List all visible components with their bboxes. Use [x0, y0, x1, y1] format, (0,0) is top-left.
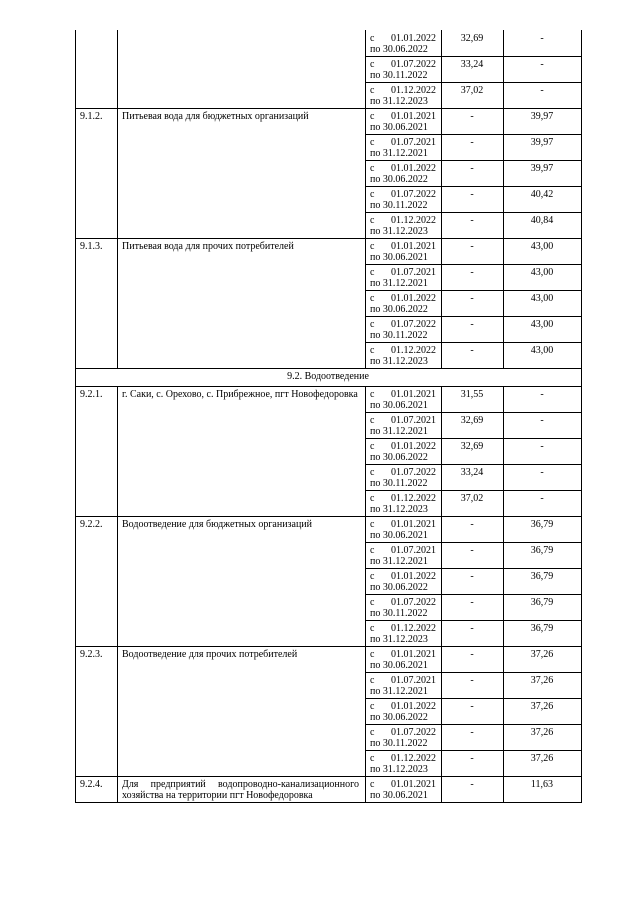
table-rule	[75, 368, 582, 369]
period-cell	[370, 597, 436, 619]
table-rule	[117, 776, 118, 802]
period-from: с 01.01.2021	[370, 111, 436, 122]
period-to: по 31.12.2023	[370, 96, 428, 107]
value-col-1: -	[470, 137, 474, 148]
table-rule	[365, 516, 366, 646]
period-to: по 30.06.2021	[370, 122, 428, 133]
period-from: с 01.01.2021	[370, 389, 436, 400]
table-rule	[365, 412, 582, 413]
period-from: с 01.12.2022	[370, 345, 436, 356]
period-from: с 01.07.2022	[370, 597, 436, 608]
period-to: по 31.12.2023	[370, 226, 428, 237]
table-rule	[581, 108, 582, 238]
period-from: с 01.01.2021	[370, 779, 436, 790]
value-col-2: 43,00	[530, 319, 554, 330]
period-from: с 01.07.2022	[370, 319, 436, 330]
period-from: с 01.07.2021	[370, 545, 436, 556]
period-from: с 01.07.2022	[370, 189, 436, 200]
item-number: 9.2.1.	[80, 389, 103, 400]
table-rule	[365, 672, 582, 673]
value-col-1: -	[470, 267, 474, 278]
table-rule	[75, 30, 76, 108]
period-cell	[370, 623, 436, 645]
value-col-1: -	[470, 241, 474, 252]
value-col-2: -	[540, 59, 544, 70]
period-from: с 01.01.2021	[370, 519, 436, 530]
period-to: по 31.12.2021	[370, 556, 428, 567]
item-description: Водоотведение для прочих потребителей	[122, 649, 298, 660]
value-col-1: 37,02	[460, 493, 484, 504]
table-rule	[75, 386, 76, 516]
period-to: по 30.11.2022	[370, 70, 428, 81]
period-cell	[370, 701, 436, 723]
period-cell	[370, 241, 436, 263]
period-cell	[370, 545, 436, 567]
table-rule	[365, 264, 582, 265]
table-rule	[581, 646, 582, 776]
period-cell	[370, 137, 436, 159]
period-to: по 30.06.2021	[370, 660, 428, 671]
table-rule	[581, 238, 582, 368]
period-cell	[370, 293, 436, 315]
table-rule	[365, 750, 582, 751]
value-col-1: -	[470, 727, 474, 738]
period-to: по 31.12.2021	[370, 426, 428, 437]
table-rule	[117, 516, 118, 646]
value-col-2: 37,26	[530, 753, 554, 764]
value-col-1: -	[470, 319, 474, 330]
value-col-1: -	[470, 675, 474, 686]
value-col-1: 32,69	[460, 441, 484, 452]
value-col-2: -	[540, 415, 544, 426]
period-to: по 30.11.2022	[370, 738, 428, 749]
period-from: с 01.01.2022	[370, 571, 436, 582]
period-cell	[370, 519, 436, 541]
table-rule	[75, 108, 76, 238]
table-rule	[75, 238, 76, 368]
value-col-1: 33,24	[460, 467, 484, 478]
value-col-1: 32,69	[460, 33, 484, 44]
period-to: по 30.06.2021	[370, 252, 428, 263]
value-col-2: 43,00	[530, 293, 554, 304]
period-to: по 31.12.2021	[370, 686, 428, 697]
table-rule	[75, 776, 582, 777]
table-rule	[117, 108, 118, 238]
value-col-2: 37,26	[530, 701, 554, 712]
table-rule	[365, 620, 582, 621]
period-from: с 01.01.2022	[370, 441, 436, 452]
period-to: по 30.06.2021	[370, 790, 428, 801]
period-cell	[370, 111, 436, 133]
value-col-2: 36,79	[530, 597, 554, 608]
table-rule	[365, 82, 582, 83]
period-to: по 30.06.2022	[370, 304, 428, 315]
period-from: с 01.12.2022	[370, 623, 436, 634]
table-rule	[365, 594, 582, 595]
table-rule	[75, 516, 582, 517]
value-col-2: 40,42	[530, 189, 554, 200]
table-rule	[365, 56, 582, 57]
value-col-1: -	[470, 111, 474, 122]
period-to: по 31.12.2023	[370, 764, 428, 775]
period-from: с 01.01.2022	[370, 701, 436, 712]
table-rule	[365, 698, 582, 699]
period-from: с 01.07.2021	[370, 267, 436, 278]
table-rule	[365, 464, 582, 465]
period-cell	[370, 415, 436, 437]
period-to: по 30.11.2022	[370, 608, 428, 619]
period-to: по 30.06.2022	[370, 174, 428, 185]
table-rule	[581, 30, 582, 108]
period-from: с 01.07.2022	[370, 59, 436, 70]
table-rule	[581, 386, 582, 516]
value-col-1: -	[470, 293, 474, 304]
value-col-2: -	[540, 493, 544, 504]
value-col-2: 37,26	[530, 649, 554, 660]
value-col-1: -	[470, 519, 474, 530]
value-col-1: -	[470, 779, 474, 790]
item-number: 9.2.4.	[80, 779, 103, 790]
value-col-2: 40,84	[530, 215, 554, 226]
table-rule	[365, 316, 582, 317]
value-col-2: 37,26	[530, 727, 554, 738]
item-description: Питьевая вода для прочих потребителей	[122, 241, 294, 252]
period-cell	[370, 33, 436, 55]
period-cell	[370, 571, 436, 593]
value-col-2: -	[540, 33, 544, 44]
value-col-2: 39,97	[530, 137, 554, 148]
table-rule	[365, 108, 366, 238]
table-rule	[117, 386, 118, 516]
period-cell	[370, 319, 436, 341]
table-rule	[365, 724, 582, 725]
value-col-2: 39,97	[530, 163, 554, 174]
table-rule	[365, 212, 582, 213]
value-col-1: -	[470, 753, 474, 764]
period-from: с 01.01.2022	[370, 163, 436, 174]
value-col-2: 39,97	[530, 111, 554, 122]
value-col-2: 43,00	[530, 345, 554, 356]
table-rule	[365, 290, 582, 291]
period-to: по 30.06.2021	[370, 400, 428, 411]
period-from: с 01.07.2021	[370, 137, 436, 148]
period-cell	[370, 85, 436, 107]
table-rule	[581, 368, 582, 386]
item-description: г. Саки, с. Орехово, с. Прибрежное, пгт Новофедоровка	[122, 389, 358, 400]
period-to: по 30.06.2021	[370, 530, 428, 541]
item-description: Для предприятий водопроводно-канализационного хозяйства на территории пгт Новофедоровка	[122, 779, 359, 801]
period-cell	[370, 493, 436, 515]
table-rule	[365, 568, 582, 569]
table-rule	[365, 30, 366, 108]
period-to: по 30.11.2022	[370, 200, 428, 211]
period-cell	[370, 649, 436, 671]
period-cell	[370, 727, 436, 749]
value-col-1: 32,69	[460, 415, 484, 426]
value-col-2: 11,63	[530, 779, 554, 790]
period-cell	[370, 59, 436, 81]
period-from: с 01.12.2022	[370, 215, 436, 226]
period-from: с 01.07.2021	[370, 675, 436, 686]
table-rule	[581, 776, 582, 802]
item-number: 9.1.2.	[80, 111, 103, 122]
period-cell	[370, 675, 436, 697]
table-rule	[365, 438, 582, 439]
table-rule	[365, 386, 366, 516]
value-col-2: -	[540, 85, 544, 96]
period-to: по 31.12.2023	[370, 634, 428, 645]
period-to: по 30.06.2022	[370, 44, 428, 55]
value-col-1: -	[470, 571, 474, 582]
period-cell	[370, 467, 436, 489]
table-rule	[75, 776, 76, 802]
value-col-2: 36,79	[530, 623, 554, 634]
table-rule	[117, 238, 118, 368]
table-rule	[365, 490, 582, 491]
table-rule	[365, 342, 582, 343]
item-description: Водоотведение для бюджетных организаций	[122, 519, 313, 530]
section-heading: 9.2. Водоотведение	[287, 371, 369, 382]
period-from: с 01.01.2022	[370, 33, 436, 44]
period-cell	[370, 389, 436, 411]
table-rule	[365, 238, 366, 368]
period-from: с 01.12.2022	[370, 493, 436, 504]
period-cell	[370, 345, 436, 367]
item-number: 9.1.3.	[80, 241, 103, 252]
value-col-1: -	[470, 163, 474, 174]
period-to: по 31.12.2021	[370, 278, 428, 289]
table-rule	[75, 646, 76, 776]
period-cell	[370, 163, 436, 185]
period-from: с 01.12.2022	[370, 753, 436, 764]
table-rule	[581, 516, 582, 646]
table-rule	[365, 776, 366, 802]
period-to: по 31.12.2021	[370, 148, 428, 159]
period-from: с 01.01.2021	[370, 241, 436, 252]
value-col-1: 31,55	[460, 389, 484, 400]
value-col-2: 43,00	[530, 241, 554, 252]
period-from: с 01.01.2021	[370, 649, 436, 660]
value-col-1: -	[470, 701, 474, 712]
period-to: по 30.06.2022	[370, 712, 428, 723]
item-number: 9.2.3.	[80, 649, 103, 660]
value-col-2: 43,00	[530, 267, 554, 278]
value-col-1: -	[470, 649, 474, 660]
table-rule	[117, 30, 118, 108]
item-description: Питьевая вода для бюджетных организаций	[122, 111, 309, 122]
value-col-2: -	[540, 467, 544, 478]
table-rule	[365, 646, 366, 776]
period-to: по 30.06.2022	[370, 582, 428, 593]
period-to: по 30.11.2022	[370, 478, 428, 489]
value-col-2: 36,79	[530, 571, 554, 582]
value-col-1: -	[470, 597, 474, 608]
value-col-1: 37,02	[460, 85, 484, 96]
period-cell	[370, 441, 436, 463]
period-cell	[370, 215, 436, 237]
table-rule	[75, 108, 582, 109]
value-col-1: -	[470, 623, 474, 634]
value-col-2: -	[540, 389, 544, 400]
value-col-1: -	[470, 215, 474, 226]
value-col-2: 36,79	[530, 545, 554, 556]
period-to: по 31.12.2023	[370, 504, 428, 515]
item-number: 9.2.2.	[80, 519, 103, 530]
table-rule	[365, 542, 582, 543]
period-cell	[370, 189, 436, 211]
table-rule	[365, 134, 582, 135]
value-col-1: -	[470, 345, 474, 356]
period-from: с 01.07.2022	[370, 727, 436, 738]
value-col-1: -	[470, 189, 474, 200]
period-cell	[370, 753, 436, 775]
value-col-2: -	[540, 441, 544, 452]
period-from: с 01.07.2021	[370, 415, 436, 426]
value-col-2: 36,79	[530, 519, 554, 530]
table-rule	[75, 802, 582, 803]
period-to: по 30.11.2022	[370, 330, 428, 341]
table-rule	[75, 238, 582, 239]
table-rule	[75, 516, 76, 646]
period-to: по 31.12.2023	[370, 356, 428, 367]
value-col-1: 33,24	[460, 59, 484, 70]
period-from: с 01.07.2022	[370, 467, 436, 478]
table-rule	[365, 186, 582, 187]
period-from: с 01.01.2022	[370, 293, 436, 304]
table-rule	[117, 646, 118, 776]
value-col-2: 37,26	[530, 675, 554, 686]
period-cell	[370, 267, 436, 289]
table-rule	[75, 646, 582, 647]
table-rule	[365, 160, 582, 161]
period-from: с 01.12.2022	[370, 85, 436, 96]
value-col-1: -	[470, 545, 474, 556]
table-rule	[75, 386, 582, 387]
period-to: по 30.06.2022	[370, 452, 428, 463]
period-cell	[370, 779, 436, 801]
